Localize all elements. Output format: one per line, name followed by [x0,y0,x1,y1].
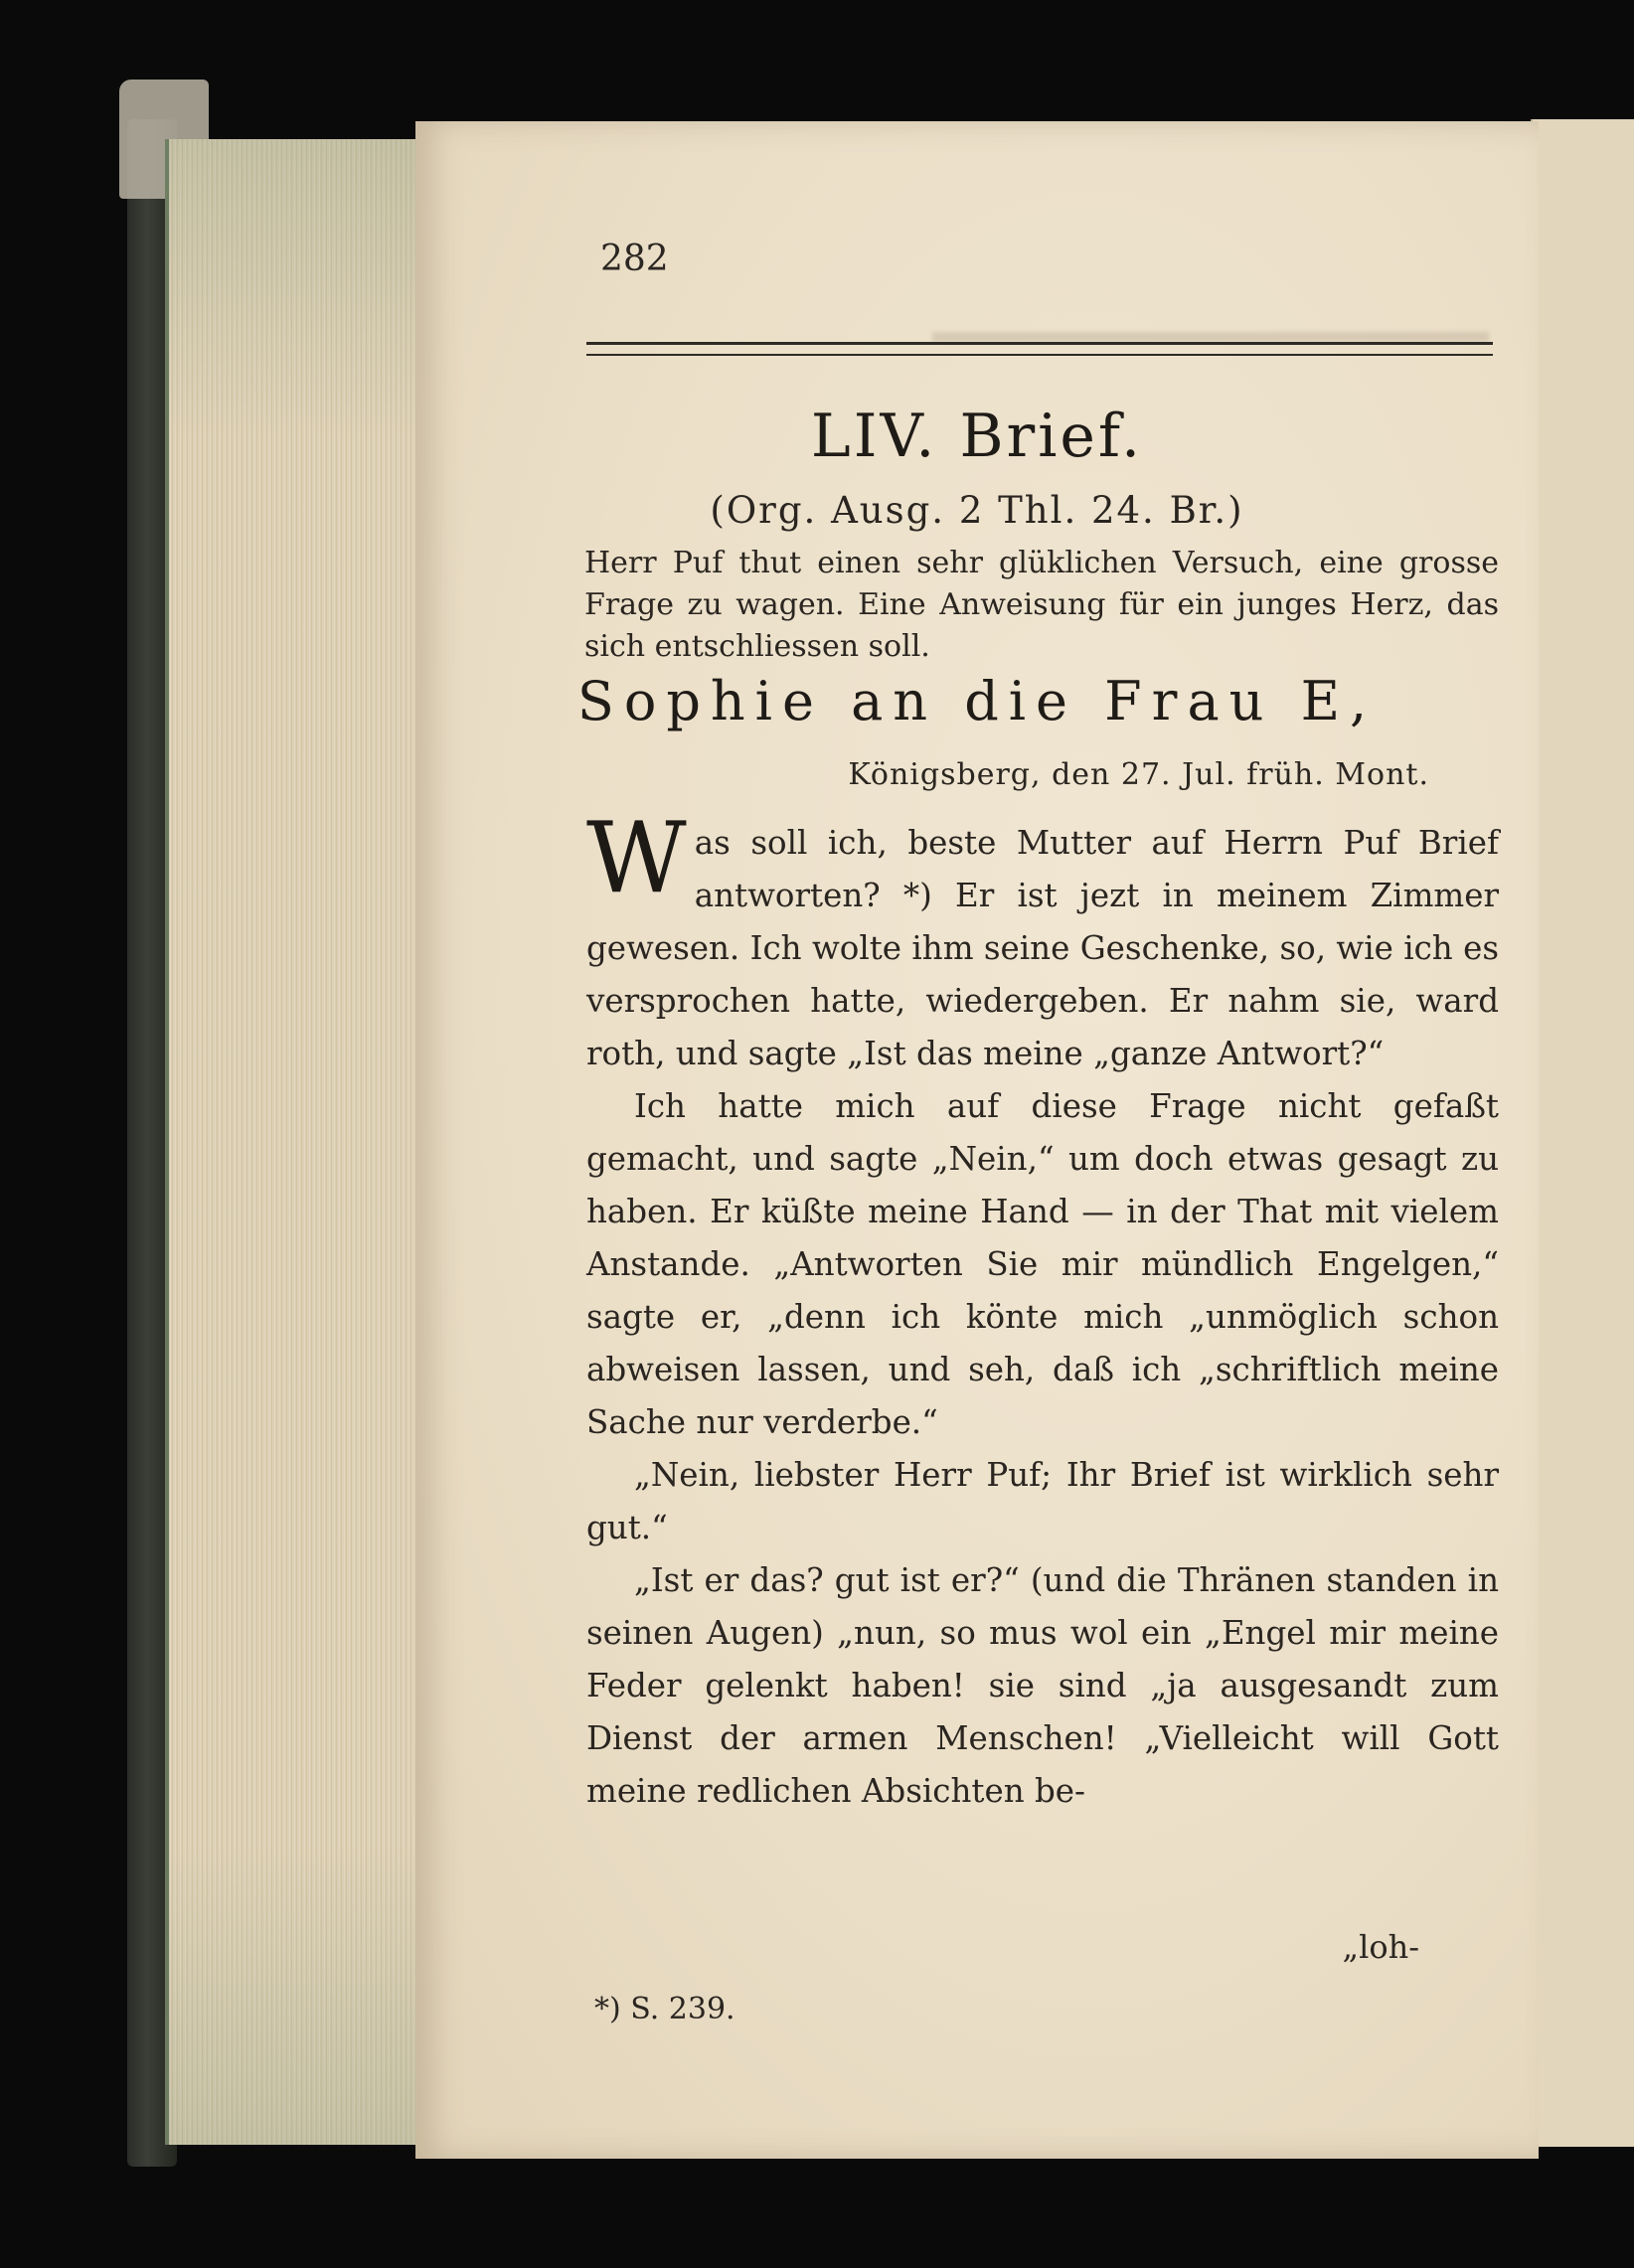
paragraph: Ich hatte mich auf diese Frage nicht gefaßt gemacht, und sagte „Nein,“ um doch etwas gesagt zu haben. Er küßte meine Hand — in der That mit vielem Anstande. „Antworten Sie mir mündlich Engelgen,“ sagte er, „denn ich könte mich „unmöglich schon abweisen lassen, und seh, daß ich „schriftlich meine Sache nur verderbe.“ [586,1087,1499,1441]
letter-body [586,802,1499,1818]
facing-page-edge [1531,119,1634,2147]
catchword: „loh- [1342,1928,1419,1966]
salutation-heading: Sophie an die Frau E, [576,670,1378,732]
dateline: Königsberg, den 27. Jul. früh. Mont. [848,757,1429,792]
ink-bleed-through [932,332,1489,342]
paragraph: „Ist er das? gut ist er?“ (und die Thränen standen in seinen Augen) „nun, so mus wol ein „Engel mir meine Feder gelenkt haben! sie sind „ja ausgesandt zum Dienst der armen Menschen! „Vielleicht will Gott meine redlichen Absichten be- [586,1561,1499,1810]
letter-summary: Herr Puf thut einen sehr glüklichen Versuch, eine grosse Frage zu wagen. Eine Anweisung für ein junges Herz, das sich entschliessen soll. [584,546,1499,664]
paragraph: „Nein, liebster Herr Puf; Ihr Brief ist wirklich sehr gut.“ [586,1456,1499,1546]
paragraph-text: as soll ich, beste Mutter auf Herrn Puf Brief antworten? *) Er ist jezt in meinem Zimmer gewesen. Ich wolte ihm seine Geschenke, so, wie ich es versprochen hatte, wiedergeben. Er nahm sie, ward roth, und sagte „Ist das meine „ganze Antwort?“ [586,824,1499,1072]
paragraph [586,802,1499,1080]
letter-title: LIV. Brief. [810,402,1144,471]
page-edges-shade [165,139,433,2145]
drop-cap: W [586,802,687,915]
footnote: *) S. 239. [594,1992,735,2026]
edition-note: (Org. Ausg. 2 Thl. 24. Br.) [710,489,1244,532]
header-rule [586,342,1493,356]
page-number: 282 [600,239,669,279]
book-page [415,121,1539,2159]
